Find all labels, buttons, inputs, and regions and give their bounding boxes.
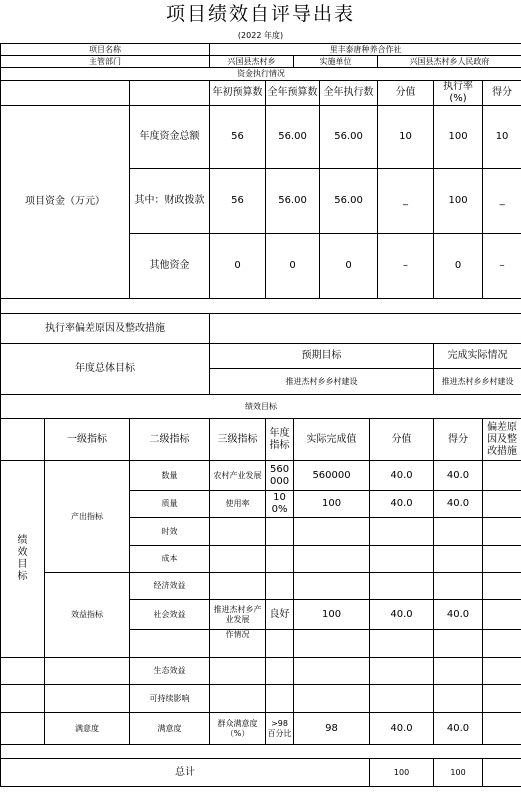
department-row [1,56,521,68]
deviation-cell [483,491,521,518]
funds-cell: 100 [434,106,483,169]
actual-cell: 560000 [294,461,370,491]
l1-benefit-label: 效益指标 [45,573,130,658]
funds-cell: 0 [434,234,483,299]
perf-row-satisfaction [1,713,521,745]
funds-cell: 56.00 [320,169,378,234]
l3-cell: 使用率 [210,491,266,518]
funds-cell: 0 [210,234,266,299]
dept-label: 主管部门 [1,56,210,68]
page-title: 项目绩效自评导出表 [165,3,355,25]
deviation-row [1,314,521,344]
spacer-row [1,299,521,314]
score-value-cell: 40.0 [370,461,434,491]
perf-header-target: 年度指标 [266,419,294,461]
perf-header-l1: 一级指标 [45,419,130,461]
funds-group-label: 项目资金（万元） [1,106,130,299]
l2-cell: 社会效益 [130,600,210,630]
funds-header-score-value: 分值 [378,81,434,106]
l1-satisfaction-label: 满意度 [45,713,130,745]
l1-output-label: 产出指标 [45,461,130,573]
funds-row-label: 其他资金 [130,234,210,299]
funds-cell: 56 [210,169,266,234]
deviation-cell [483,461,521,491]
planned-goal-header: 预期目标 [210,344,434,369]
actual-cell: 100 [294,600,370,630]
actual-goal-header: 完成实际情况 [434,344,521,369]
perf-side-label: 绩效目标 [1,461,45,658]
l2-cell: 成本 [130,546,210,573]
actual-cell: 98 [294,713,370,745]
l3-cell: 群众满意度（%） [210,713,266,745]
evaluation-table [0,43,521,787]
funds-header-initial-budget: 年初预算数 [210,81,266,106]
funds-cell: _ [378,169,434,234]
score-cell: 40.0 [434,491,483,518]
funds-section-row [1,68,521,81]
impl-label: 实施单位 [294,56,378,68]
funds-cell: 0 [266,234,320,299]
perf-header-l3: 三级指标 [210,419,266,461]
perf-section-row [1,395,521,419]
funds-row-label: 年度资金总额 [130,106,210,169]
l2-cell: 质量 [130,491,210,518]
funds-cell: 100 [434,169,483,234]
funds-cell: 10 [483,106,521,169]
target-cell: 560000 [266,461,294,491]
deviation-cell [483,600,521,630]
deviation-value [210,314,521,344]
perf-row-sustain [1,685,521,713]
funds-header-row [1,81,521,106]
impl-value: 兴国县杰村乡人民政府 [378,56,521,68]
funds-header-annual-budget: 全年预算数 [266,81,320,106]
score-cell: 40.0 [434,461,483,491]
total-score-value: 100 [370,759,434,787]
dept-value: 兴国县杰村乡 [210,56,294,68]
funds-cell: 56.00 [266,169,320,234]
deviation-label: 执行率偏差原因及整改措施 [1,314,210,344]
l2-cell: 满意度 [130,713,210,745]
project-name-row [1,44,521,56]
score-value-cell: 40.0 [370,600,434,630]
perf-row-quantity [1,461,521,491]
project-name-label: 项目名称 [1,44,210,56]
score-cell: 40.0 [434,713,483,745]
perf-header-deviation: 偏差原因及整改措施 [483,419,521,461]
score-value-cell: 40.0 [370,713,434,745]
l2-cell: 生态效益 [130,658,210,685]
annual-goal-label: 年度总体目标 [1,344,210,395]
project-name-value: 里丰泰唐种养合作社 [210,44,521,56]
goals-header-row [1,344,521,369]
funds-header-executed: 全年执行数 [320,81,378,106]
spacer-row [1,745,521,759]
year-subtitle: (2022 年度) [237,31,284,40]
actual-goal-value: 推进杰村乡乡村建设 [434,369,521,395]
perf-header-row [1,419,521,461]
perf-header-score: 得分 [434,419,483,461]
funds-cell: 56.00 [320,106,378,169]
l3-cell: 推进杰村乡产业发展 [210,600,266,630]
score-cell: 40.0 [434,600,483,630]
perf-row-eco [1,658,521,685]
perf-header-l2: 二级指标 [130,419,210,461]
actual-cell: 100 [294,491,370,518]
funds-cell: – [483,234,521,299]
l3-cell: 作情况 [210,630,266,658]
score-value-cell: 40.0 [370,491,434,518]
perf-header-score-value: 分值 [370,419,434,461]
target-cell: 100% [266,491,294,518]
l2-cell: 数量 [130,461,210,491]
funds-header-score: 得分 [483,81,521,106]
l3-cell: 农村产业发展 [210,461,266,491]
target-cell: 良好 [266,600,294,630]
deviation-cell [483,713,521,745]
funds-cell: 0 [320,234,378,299]
funds-row-total [1,106,521,169]
l2-cell: 可持续影响 [130,685,210,713]
total-row [1,759,521,787]
perf-header-actual: 实际完成值 [294,419,370,461]
funds-cell: – [378,234,434,299]
l2-cell: 时效 [130,518,210,546]
funds-cell: 10 [378,106,434,169]
perf-section-title: 绩效目标 [1,395,521,419]
target-cell: >98 百分比 [266,713,294,745]
total-score: 100 [434,759,483,787]
l2-cell: 经济效益 [130,573,210,600]
funds-row-label: 其中：财政拨款 [130,169,210,234]
funds-section-title: 资金执行情况 [1,68,521,81]
funds-cell: _ [483,169,521,234]
perf-row-econ [1,573,521,600]
funds-cell: 56.00 [266,106,320,169]
funds-header-exec-rate: 执行率(%) [434,81,483,106]
funds-cell: 56 [210,106,266,169]
total-label: 总计 [1,759,370,787]
planned-goal-value: 推进杰村乡乡村建设 [210,369,434,395]
